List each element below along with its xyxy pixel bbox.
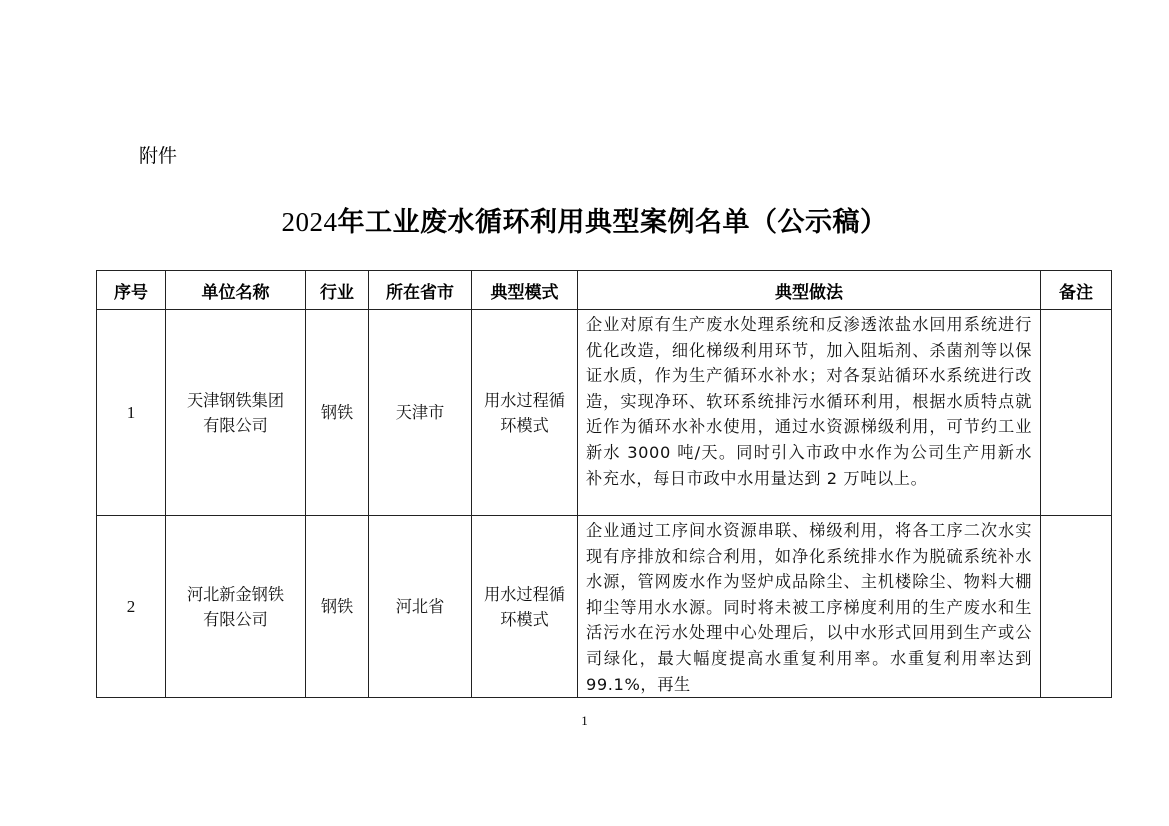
table-row (97, 310, 1112, 516)
header-location: 所在省市 (369, 271, 472, 310)
attachment-label: 附件 (139, 145, 178, 167)
header-remarks: 备注 (1041, 271, 1112, 310)
cell-industry: 钢铁 (306, 516, 369, 698)
document-title (0, 200, 1169, 239)
header-practice: 典型做法 (578, 271, 1041, 310)
cell-remarks (1041, 310, 1112, 516)
table-row (97, 516, 1112, 698)
header-industry: 行业 (306, 271, 369, 310)
cell-practice: 企业通过工序间水资源串联、梯级利用，将各工序二次水实现有序排放和综合利用，如净化系统排水作为脱硫系统补水水源，管网废水作为竖炉成品除尘、主机楼除尘、物料大棚抑尘等用水水源。同时将未被工序梯度利用的生产废水和生活污水在污水处理中心处理后，以中水形式回用到生产或公司绿化，最大幅度提高水重复利用率。水重复利用率达到 99.1%，再生 (578, 516, 1041, 698)
table-header-row (97, 271, 1112, 310)
cell-company: 天津钢铁集团有限公司 (166, 310, 306, 516)
header-seq: 序号 (97, 271, 166, 310)
cell-seq: 2 (97, 516, 166, 698)
cell-model: 用水过程循环模式 (472, 516, 578, 698)
cell-practice: 企业对原有生产废水处理系统和反渗透浓盐水回用系统进行优化改造，细化梯级利用环节，加入阻垢剂、杀菌剂等以保证水质，作为生产循环水补水；对各泵站循环水系统进行改造，实现净环、软环系统排污水循环利用，根据水质特点就近作为循环水补水使用，通过水资源梯级利用，可节约工业新水 3000 吨/天。同时引入市政中水作为公司生产用新水补充水，每日市政中水用量达到 2 万吨以上。 (578, 310, 1041, 516)
cell-company: 河北新金钢铁有限公司 (166, 516, 306, 698)
cell-remarks (1041, 516, 1112, 698)
header-model: 典型模式 (472, 271, 578, 310)
cell-industry: 钢铁 (306, 310, 369, 516)
cell-model: 用水过程循环模式 (472, 310, 578, 516)
cell-location: 河北省 (369, 516, 472, 698)
title-year: 2024 (281, 207, 338, 237)
page-number: 1 (581, 713, 588, 728)
cases-table (96, 270, 1112, 698)
cell-location: 天津市 (369, 310, 472, 516)
cell-seq: 1 (97, 310, 166, 516)
header-company: 单位名称 (166, 271, 306, 310)
title-text: 年工业废水循环利用典型案例名单（公示稿） (337, 207, 888, 237)
